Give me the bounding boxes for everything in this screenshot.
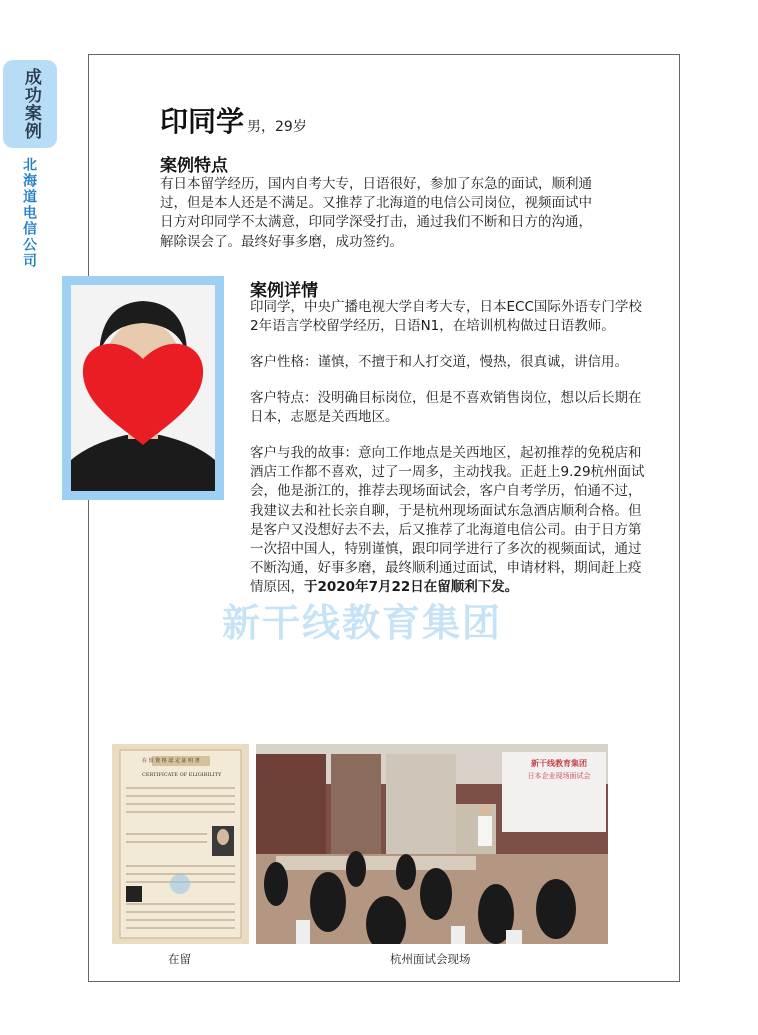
interview-session-photo	[256, 744, 608, 944]
student-name: 印同学	[160, 105, 245, 138]
features-line: 日方对印同学不太满意，印同学深受打击，通过我们不断和日方的沟通，	[160, 214, 592, 231]
details-line: 2年语言学校留学经历，日语N1，在培训机构做过日语教师。	[250, 318, 615, 335]
features-line: 解除误会了。最终好事多磨，成功签约。	[160, 233, 403, 250]
features-title: 案例特点	[160, 156, 228, 176]
story-result-bold: 于2020年7月22日在留顺利下发。	[304, 579, 519, 596]
details-line: 客户与我的故事：意向工作地点是关西地区，起初推荐的免税店和	[250, 445, 642, 461]
residence-card-photo	[112, 744, 249, 944]
portrait-frame	[62, 276, 224, 500]
details-line: 不断沟通，好事多磨，最终顺利通过面试，申请材料，期间赶上疫	[250, 560, 642, 577]
features-line: 过，但是本人还是不满足。又推荐了北海道的电信公司岗位，视频面试中	[160, 195, 592, 212]
side-tab-label: 成功案例	[20, 68, 41, 140]
details-line: 日本，志愿是关西地区。	[250, 409, 399, 426]
banner-title: 新干线教育集团	[531, 759, 587, 768]
details-line: 会，他是浙江的，推荐去现场面试会，客户自考学历，怕通不过，	[250, 483, 642, 500]
watermark-text: 新干线教育集团	[222, 601, 503, 645]
details-line: 客户性格：谨慎，不擅于和人打交道，慢热，很真诚，讲信用。	[250, 354, 628, 370]
gender-age: 男，29岁	[247, 119, 307, 135]
banner-subtitle: 日本企业现场面试会	[527, 772, 591, 780]
details-line: 一次招中国人，特别谨慎，跟印同学进行了多次的视频面试，通过	[250, 541, 642, 558]
details-traits	[250, 389, 642, 427]
details-line: 客户特点：没明确目标岗位，但是不喜欢销售岗位，想以后长期在	[250, 390, 642, 406]
details-line: 我建议去和社长亲自聊，于是杭州现场面试东急酒店顺利合格。但	[250, 502, 642, 519]
details-title: 案例详情	[250, 281, 318, 301]
details-line: 是客户又没想好去不去，后又推荐了北海道电信公司。由于日方第	[250, 521, 642, 538]
card-subheading: CERTIFICATE OF ELIGIBILITY	[142, 772, 222, 778]
side-tab	[3, 60, 57, 148]
story-last-text: 情原因，	[250, 579, 304, 596]
features-line: 有日本留学经历，国内自考大专，日语很好，参加了东急的面试，顺利通	[160, 176, 592, 192]
features-text	[160, 175, 592, 252]
details-line: 印同学，中央广播电视大学自考大专，日本ECC国际外语专门学校	[250, 299, 642, 315]
details-line: 酒店工作都不喜欢，过了一周多，主动找我。正赶上9.29杭州面试	[250, 464, 645, 481]
details-personality	[250, 353, 628, 372]
caption-interview: 杭州面试会现场	[390, 952, 471, 966]
caption-residence: 在留	[168, 952, 191, 966]
portrait-photo	[71, 285, 215, 491]
card-heading: 在 留 資 格 認 定 証 明 書	[142, 758, 200, 764]
details-intro	[250, 298, 642, 336]
details-story	[250, 444, 645, 598]
side-subtitle: 北海道电信公司	[21, 157, 37, 269]
